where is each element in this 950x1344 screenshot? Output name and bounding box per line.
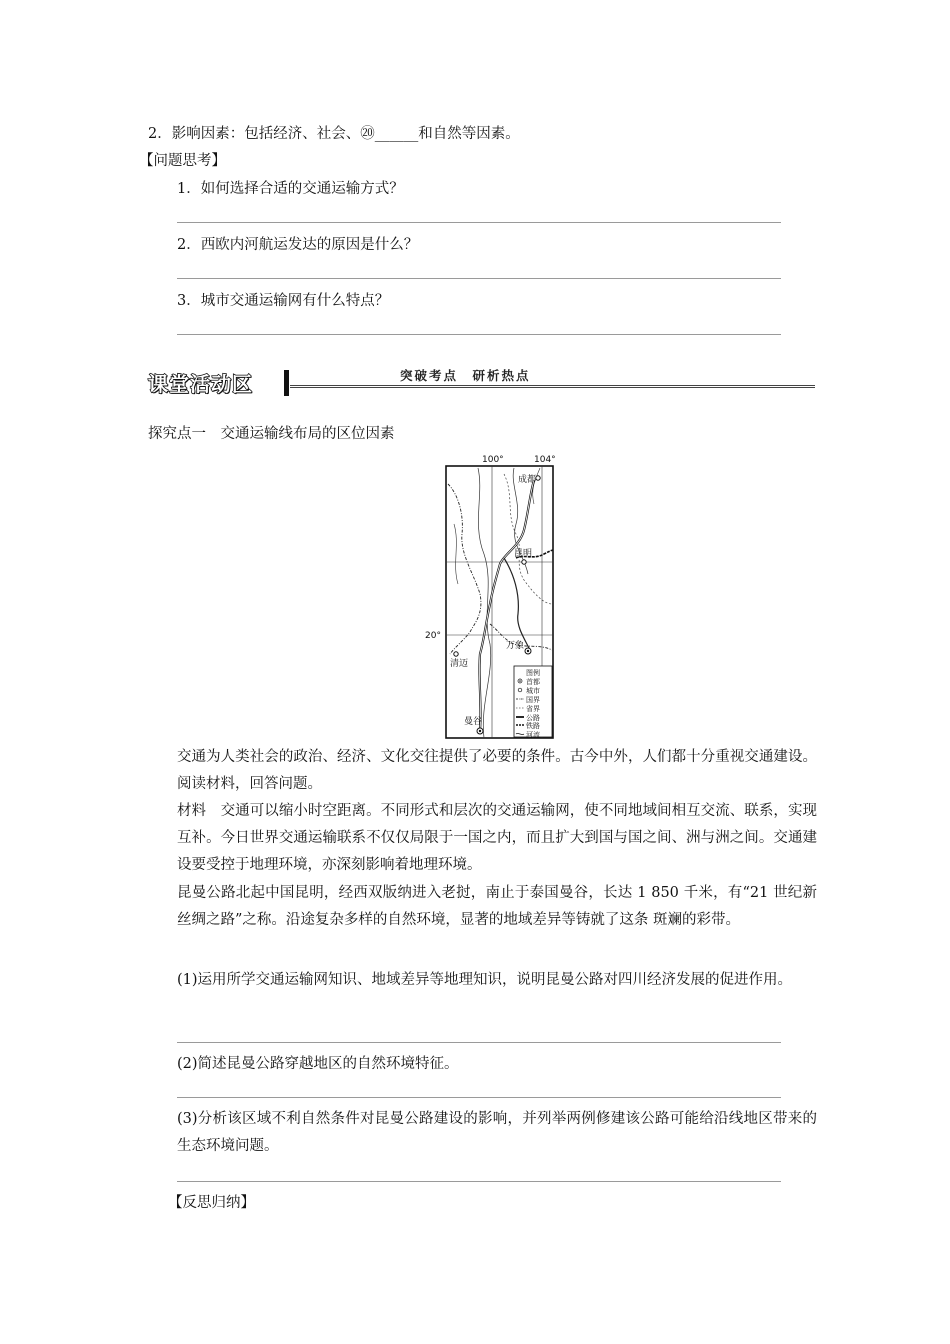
label-kunming: 昆明	[514, 549, 533, 559]
city-chengdu-marker	[536, 476, 540, 480]
banner-line	[290, 385, 815, 388]
material-paragraph: 材料 交通可以缩小时空距离。不同形式和层次的交通运输网，使不同地域间相互交流、联系，实现互补。今日世界交通运输联系不仅仅局限于一国之内，而且扩大到国与国之间、洲与洲之间。交通建设要受控于地理环境，亦深刻影响着地理环境。	[177, 803, 817, 873]
legend-city: 城市	[526, 687, 540, 695]
route-map	[425, 454, 556, 740]
label-chengdu: 成都	[518, 475, 537, 485]
exploration-heading: 探究点一 交通运输线布局的区位因素	[148, 426, 395, 442]
section-banner-subtitle: 突破考点 研析热点	[400, 368, 531, 383]
subquestion-3: (3)分析该区域不利自然条件对昆曼公路建设的影响，并列举两例修建该公路可能给沿线地区带来的生态环境问题。	[177, 1111, 817, 1154]
reflection-heading: 【反思归纳】	[168, 1195, 255, 1211]
label-chiangmai: 清迈	[450, 659, 469, 669]
city-kunming-marker	[522, 560, 526, 564]
label-lon-104: 104°	[534, 455, 556, 465]
answer-line-6	[177, 1181, 781, 1182]
answer-line-3	[177, 334, 781, 335]
answer-line-5	[177, 1097, 781, 1098]
legend-provincial-border: 省界	[526, 705, 540, 713]
answer-line-4	[177, 1042, 781, 1043]
label-bangkok: 曼谷	[464, 717, 483, 727]
label-lat-20: 20°	[425, 631, 441, 641]
legend-national-border: 国界	[526, 696, 540, 704]
legend-highway: 公路	[526, 714, 540, 722]
label-vientiane: 万象	[506, 641, 525, 651]
question-3: 3．城市交通运输网有什么特点？	[177, 293, 390, 309]
banner-bar	[284, 370, 289, 396]
subquestion-2: (2)简述昆曼公路穿越地区的自然环境特征。	[177, 1056, 459, 1072]
legend-capital: 首都	[526, 678, 540, 686]
question-2: 2．西欧内河航运发达的原因是什么？	[177, 237, 419, 253]
answer-line-2	[177, 278, 781, 279]
label-lon-100: 100°	[482, 455, 504, 465]
question-1: 1．如何选择合适的交通运输方式？	[177, 181, 404, 197]
legend-railway: 铁路	[526, 722, 540, 730]
kunman-paragraph: 昆曼公路北起中国昆明，经西双版纳进入老挝，南止于泰国曼谷，长达 1 850 千米，有“21 世纪新丝绸之路”之称。沿途复杂多样的自然环境，显著的地域差异等铸就了这条 斑斓的彩带。	[177, 885, 817, 928]
question-heading: 【问题思考】	[139, 153, 226, 169]
factor-item: 2．影响因素：包括经济、社会、⑳______和自然等因素。	[148, 126, 520, 142]
answer-line-1	[177, 222, 781, 223]
section-banner-title: 课堂活动区	[148, 371, 253, 396]
intro-paragraph: 交通为人类社会的政治、经济、文化交往提供了必要的条件。古今中外，人们都十分重视交通建设。阅读材料，回答问题。	[177, 749, 817, 792]
subquestion-1: (1)运用所学交通运输网知识、地域差异等地理知识，说明昆曼公路对四川经济发展的促进作用。	[177, 972, 793, 988]
city-chiangmai-marker	[454, 652, 458, 656]
legend-title: 图例	[526, 669, 540, 677]
legend-river: 河流	[526, 731, 540, 739]
